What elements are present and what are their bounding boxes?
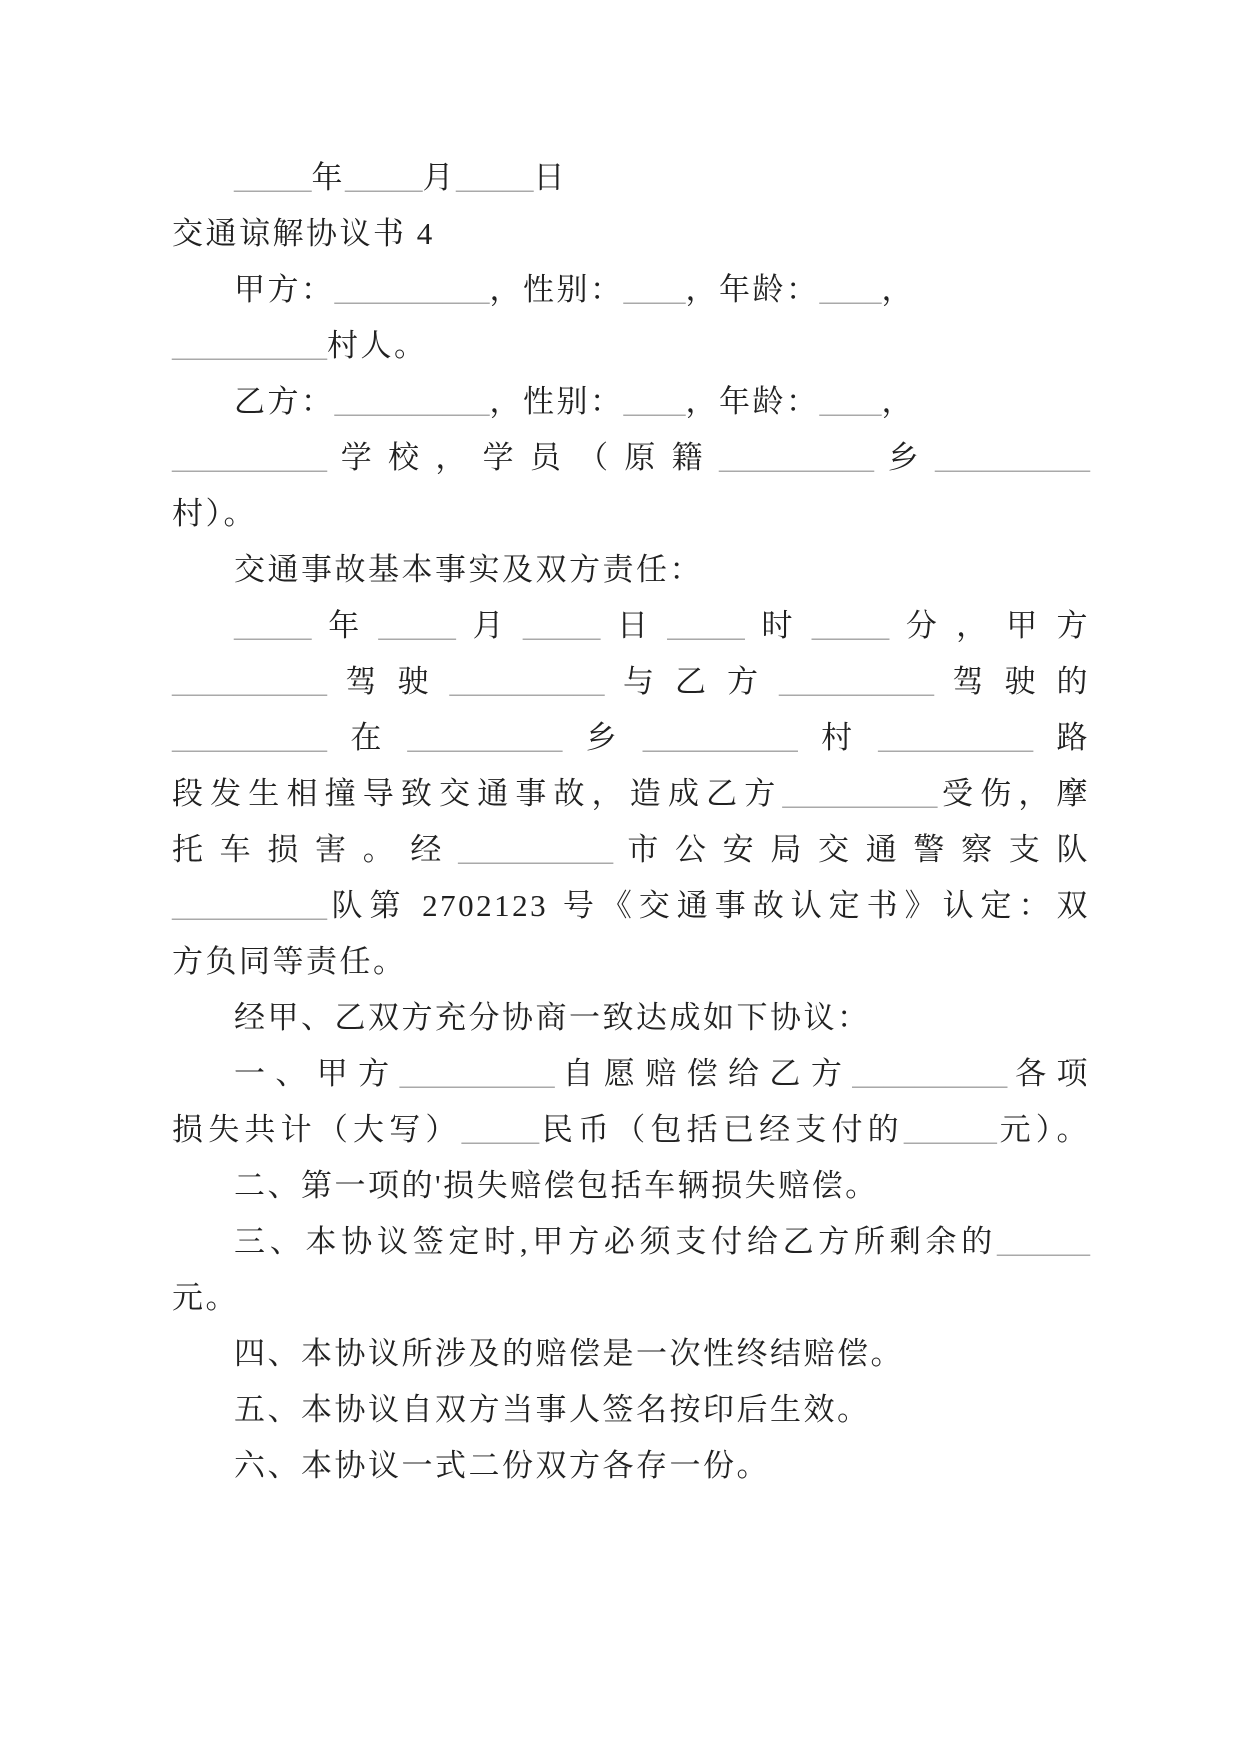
text-run: 损失共计（大写） — [172, 1112, 462, 1147]
blank-field: __________ — [458, 832, 614, 867]
doc-line — [172, 1102, 1090, 1158]
text-run: 市公安局交通警察支队 — [613, 832, 1090, 867]
document-body — [172, 150, 1090, 1494]
doc-line — [172, 1382, 1090, 1438]
text-run: ，年龄： — [685, 272, 820, 307]
text-run: 日 — [533, 160, 567, 195]
blank-field: __________ — [407, 720, 563, 755]
doc-line — [172, 1046, 1090, 1102]
text-run: 日 — [600, 608, 668, 643]
blank-field: ____ — [819, 384, 882, 419]
text-run: 托车损害。经 — [172, 832, 459, 867]
blank-field: __________ — [172, 440, 327, 475]
text-run: 三、本协议签定时,甲方必须支付给乙方所剩余的 — [234, 1224, 997, 1259]
text-run: 元。 — [172, 1280, 239, 1315]
text-run: 乡 — [562, 720, 643, 755]
doc-line — [172, 1270, 1090, 1326]
doc-line — [172, 654, 1090, 710]
text-run: 乡 — [873, 440, 936, 475]
text-run: 时 — [744, 608, 812, 643]
blank-field: __________ — [852, 1056, 1008, 1091]
text-run: 与乙方 — [604, 664, 779, 699]
blank-field: ______ — [997, 1224, 1090, 1259]
text-run: 队第 2702123 号《交通事故认定书》认定：双 — [327, 888, 1090, 923]
text-run: 交通事故基本事实及双方责任： — [234, 552, 703, 587]
blank-field: __________ — [399, 1056, 555, 1091]
blank-field: __________ — [172, 720, 327, 755]
blank-field: _____ — [234, 608, 312, 643]
blank-field: __________ — [779, 664, 934, 699]
doc-line — [172, 598, 1090, 654]
blank-field: __________ — [334, 384, 490, 419]
text-run: 交通谅解协议书 4 — [172, 216, 435, 251]
doc-line — [172, 318, 1090, 374]
text-run: ，年龄： — [685, 384, 820, 419]
text-run: 年 — [311, 608, 379, 643]
doc-line — [172, 262, 1090, 318]
blank-field: _____ — [667, 608, 745, 643]
text-run: ，性别： — [489, 272, 624, 307]
blank-field: _____ — [811, 608, 890, 643]
doc-line — [172, 878, 1090, 934]
blank-field: __________ — [172, 328, 327, 363]
text-run: 月 — [422, 160, 456, 195]
text-run: ，性别： — [489, 384, 624, 419]
text-run: ， — [881, 272, 915, 307]
text-run: 受伤，摩 — [937, 776, 1091, 811]
doc-line — [172, 1438, 1090, 1494]
text-run: 月 — [455, 608, 523, 643]
blank-field: __________ — [642, 720, 798, 755]
text-run: 年 — [311, 160, 345, 195]
blank-field: ____ — [623, 384, 686, 419]
text-run: ， — [881, 384, 915, 419]
text-run: 段发生相撞导致交通事故，造成乙方 — [172, 776, 783, 811]
blank-field: _____ — [378, 608, 456, 643]
text-run: 村人。 — [327, 328, 428, 363]
blank-field: __________ — [878, 720, 1034, 755]
text-run: 路 — [1033, 720, 1091, 755]
text-run: 在 — [327, 720, 408, 755]
blank-field: __________ — [172, 664, 327, 699]
blank-field: _____ — [522, 608, 601, 643]
doc-line — [172, 1326, 1090, 1382]
doc-line — [172, 430, 1090, 486]
doc-title — [172, 206, 1090, 262]
text-run: 四、本协议所涉及的赔偿是一次性终结赔偿。 — [234, 1336, 904, 1371]
doc-line — [172, 934, 1090, 990]
doc-line — [172, 766, 1090, 822]
blank-field: ______ — [903, 1112, 997, 1147]
blank-field: __________ — [782, 776, 938, 811]
blank-field: __________ — [449, 664, 605, 699]
blank-field: ____ — [623, 272, 686, 307]
date-line — [172, 150, 1090, 206]
blank-field: _____ — [456, 160, 534, 195]
blank-field: _____ — [234, 160, 312, 195]
doc-line — [172, 486, 1090, 542]
blank-field: __________ — [172, 888, 327, 923]
text-run: 驾驶 — [327, 664, 450, 699]
text-run: 学校，学员（原籍 — [327, 440, 719, 475]
doc-line — [172, 542, 1090, 598]
doc-line — [172, 374, 1090, 430]
text-run: 分，甲方 — [889, 608, 1091, 643]
text-run: 村 — [797, 720, 879, 755]
doc-line — [172, 990, 1090, 1046]
text-run: 元）。 — [996, 1112, 1091, 1147]
text-run: 一、甲方 — [234, 1056, 400, 1091]
blank-field: __________ — [935, 440, 1091, 475]
doc-line — [172, 710, 1090, 766]
text-run: 五、本协议自双方当事人签名按印后生效。 — [234, 1392, 871, 1427]
text-run: 村）。 — [172, 496, 257, 531]
text-run: 方负同等责任。 — [172, 944, 407, 979]
blank-field: ____ — [819, 272, 882, 307]
text-run: 六、本协议一式二份双方各存一份。 — [234, 1448, 770, 1483]
text-run: 自愿赔偿给乙方 — [554, 1056, 853, 1091]
blank-field: __________ — [718, 440, 874, 475]
text-run: 驾驶的 — [934, 664, 1090, 699]
blank-field: _____ — [461, 1112, 540, 1147]
text-run: 甲方： — [234, 272, 335, 307]
text-run: 民币（包括已经支付的 — [539, 1112, 904, 1147]
text-run: 经甲、乙双方充分协商一致达成如下协议： — [234, 1000, 871, 1035]
doc-line — [172, 1158, 1090, 1214]
blank-field: _____ — [345, 160, 423, 195]
doc-line — [172, 822, 1090, 878]
blank-field: __________ — [334, 272, 490, 307]
doc-line — [172, 1214, 1090, 1270]
text-run: 各项 — [1007, 1056, 1091, 1091]
text-run: 二、第一项的'损失赔偿包括车辆损失赔偿。 — [234, 1168, 879, 1203]
text-run: 乙方： — [234, 384, 335, 419]
